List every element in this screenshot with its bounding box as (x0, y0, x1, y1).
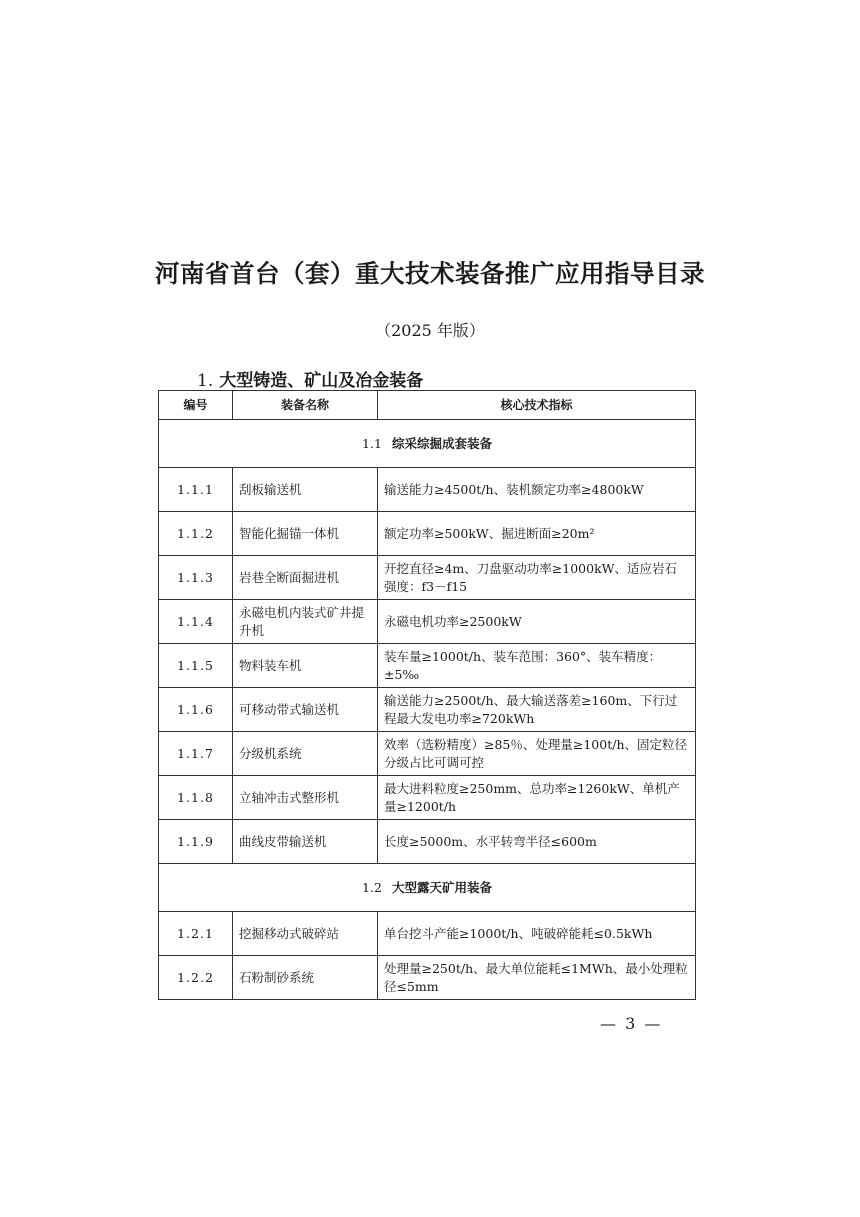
document-title: 河南省首台（套）重大技术装备推广应用指导目录 (155, 259, 705, 288)
table-row (159, 688, 696, 732)
row-spec: 永磁电机功率≥2500kW (378, 600, 696, 644)
edition-label: （2025 年版） (375, 321, 485, 340)
header-code: 编号 (159, 391, 233, 420)
row-name: 永磁电机内装式矿井提升机 (233, 600, 378, 644)
table-header-row (159, 391, 696, 420)
page-number: — 3 — (600, 1014, 663, 1033)
section-heading (197, 366, 423, 391)
group-row (159, 864, 696, 912)
row-name: 分级机系统 (233, 732, 378, 776)
header-spec: 核心技术指标 (378, 391, 696, 420)
row-code: 1.1.7 (159, 732, 233, 776)
row-spec: 开挖直径≥4m、刀盘驱动功率≥1000kW、适应岩石强度：f3－f15 (378, 556, 696, 600)
row-code: 1.1.3 (159, 556, 233, 600)
row-name: 物料装车机 (233, 644, 378, 688)
table-row (159, 912, 696, 956)
row-code: 1.2.1 (159, 912, 233, 956)
row-spec: 额定功率≥500kW、掘进断面≥20m² (378, 512, 696, 556)
group-heading (159, 864, 696, 912)
row-name: 智能化掘锚一体机 (233, 512, 378, 556)
row-code: 1.1.5 (159, 644, 233, 688)
row-spec: 输送能力≥4500t/h、装机额定功率≥4800kW (378, 468, 696, 512)
table-row (159, 644, 696, 688)
header-name: 装备名称 (233, 391, 378, 420)
table-row (159, 556, 696, 600)
row-name: 岩巷全断面掘进机 (233, 556, 378, 600)
row-name: 可移动带式输送机 (233, 688, 378, 732)
row-code: 1.1.9 (159, 820, 233, 864)
row-spec: 输送能力≥2500t/h、最大输送落差≥160m、下行过程最大发电功率≥720kWh (378, 688, 696, 732)
group-code: 1.1 (362, 435, 382, 451)
row-name: 曲线皮带输送机 (233, 820, 378, 864)
table-row (159, 956, 696, 1000)
row-spec: 最大进料粒度≥250mm、总功率≥1260kW、单机产量≥1200t/h (378, 776, 696, 820)
table-row (159, 776, 696, 820)
equipment-table (158, 390, 696, 1000)
group-title: 综采综掘成套装备 (391, 435, 492, 451)
table-row (159, 512, 696, 556)
section-number: 1. (197, 371, 214, 391)
group-code: 1.2 (362, 879, 382, 895)
table-row (159, 600, 696, 644)
row-spec: 单台挖斗产能≥1000t/h、吨破碎能耗≤0.5kWh (378, 912, 696, 956)
row-code: 1.1.8 (159, 776, 233, 820)
row-spec: 效率（选粉精度）≥85％、处理量≥100t/h、固定粒径分级占比可调可控 (378, 732, 696, 776)
group-row (159, 420, 696, 468)
table-row (159, 820, 696, 864)
table-row (159, 468, 696, 512)
row-name: 挖掘移动式破碎站 (233, 912, 378, 956)
row-name: 立轴冲击式整形机 (233, 776, 378, 820)
row-code: 1.1.6 (159, 688, 233, 732)
row-code: 1.1.1 (159, 468, 233, 512)
row-spec: 处理量≥250t/h、最大单位能耗≤1MWh、最小处理粒径≤5mm (378, 956, 696, 1000)
group-heading (159, 420, 696, 468)
row-name: 刮板输送机 (233, 468, 378, 512)
row-code: 1.2.2 (159, 956, 233, 1000)
row-spec: 装车量≥1000t/h、装车范围：360°、装车精度：±5‰ (378, 644, 696, 688)
row-code: 1.1.2 (159, 512, 233, 556)
row-spec: 长度≥5000m、水平转弯半径≤600m (378, 820, 696, 864)
table-row (159, 732, 696, 776)
section-title: 大型铸造、矿山及冶金装备 (219, 371, 424, 391)
group-title: 大型露天矿用装备 (391, 879, 492, 895)
row-code: 1.1.4 (159, 600, 233, 644)
row-name: 石粉制砂系统 (233, 956, 378, 1000)
